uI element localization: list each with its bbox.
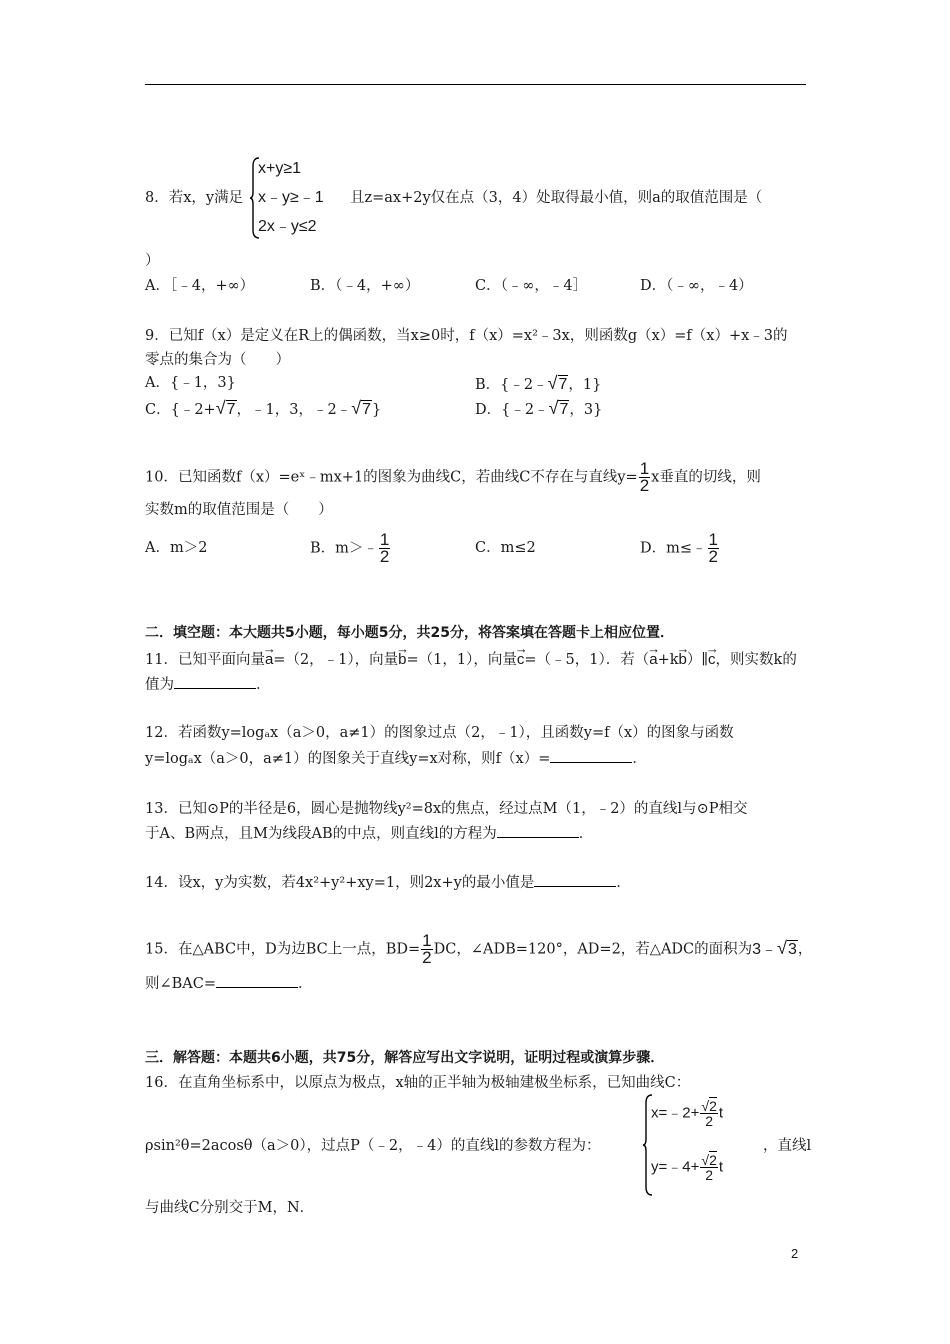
vector-a-letter: a: [264, 651, 274, 668]
q8-suffix: 且z=ax+2y仅在点（3，4）处取得最小值，则a的取值范围是（: [350, 190, 763, 206]
q9-option-d-suffix: ，3}: [569, 402, 603, 418]
q16-line-1: 16．在直角坐标系中，以原点为极点，x轴的正半轴为极轴建极坐标系，已知曲线C：: [145, 1075, 691, 1091]
radicand: 7: [558, 376, 568, 393]
q15-line-2-text: 则∠BAC=: [145, 976, 217, 992]
q13-end: ．: [578, 826, 594, 842]
q10-line-1-prefix: 10．已知函数f（x）=eˣ﹣mx+1的图象为曲线C，若曲线C不存在与直线y=: [145, 469, 638, 486]
answer-blank[interactable]: [174, 688, 256, 689]
q12-line-2: [145, 748, 647, 770]
q8-option-b: B．（﹣4，+∞）: [310, 278, 420, 294]
q15-prefix: 15．在△ABC中，D为边BC上一点，BD=: [145, 941, 421, 958]
q10-line-2: 实数m的取值范围是（ ）: [145, 502, 333, 518]
parametric-y-prefix: y=﹣4+: [651, 1158, 700, 1176]
q15-end: ．: [298, 976, 313, 992]
constraint-1: x+y≥1: [258, 160, 302, 177]
section-2-heading: 二．填空题：本大题共5小题，每小题5分，共25分，将答案填在答题卡上相应位置．: [145, 625, 674, 641]
answer-blank[interactable]: [534, 886, 616, 887]
denominator: 2: [639, 476, 650, 495]
q16-line-3: 与曲线C分别交于M，N．: [145, 1200, 315, 1216]
sqrt-7: √7: [215, 398, 236, 418]
numerator: √2: [701, 1152, 717, 1168]
sqrt-7: √7: [548, 398, 569, 418]
vector-b: → b: [676, 641, 690, 668]
vector-b: → b: [396, 641, 410, 668]
numerator: 1: [639, 459, 650, 478]
constraint-2: x﹣y≥﹣1: [258, 189, 324, 206]
q16-parametric-system: [643, 1093, 763, 1197]
q11-text: +k: [657, 652, 679, 668]
q10-line-1: [145, 461, 761, 494]
q11-line-2: [145, 674, 271, 696]
q10-line-1-suffix: x垂直的切线，则: [651, 469, 761, 486]
q14-line: [145, 872, 631, 894]
vector-a-letter: a: [649, 651, 658, 668]
answer-blank[interactable]: [497, 837, 579, 838]
q10-option-d-text: D．m≤﹣: [640, 540, 707, 557]
constraint-3: 2x﹣y≤2: [258, 218, 317, 235]
q9-option-b-prefix: B．{﹣2﹣: [475, 377, 548, 393]
q8-option-c: C．（﹣∞，﹣4］: [475, 278, 588, 294]
numerator: 1: [379, 530, 390, 549]
denominator: 2: [705, 1167, 714, 1183]
q11-end: ．: [256, 677, 271, 693]
q15-middle: DC，∠ADB=120°，AD=2，若△ADC的面积为: [433, 941, 753, 958]
denominator: 2: [708, 547, 718, 566]
q11-line-1: [145, 641, 797, 671]
q13-line-2: [145, 823, 593, 845]
parametric-x-prefix: x=﹣2+: [651, 1104, 700, 1122]
q8-prefix: 8．若x，y满足: [145, 190, 244, 206]
q12-line-1: 12．若函数y=logₐx（a＞0，a≠1）的图象过点（2，﹣1），且函数y=f（x）的图象与函数: [145, 725, 734, 741]
q15-suffix: ，: [797, 941, 813, 958]
q11-text: 11．已知平面向量: [145, 652, 265, 668]
fraction-sqrt2-over-2: [700, 1153, 717, 1182]
fraction-one-half: [379, 532, 390, 565]
q9-option-c-middle: ，﹣1，3，﹣2﹣: [236, 402, 352, 418]
q10-option-b-text: B．m＞﹣: [310, 540, 378, 557]
q9-option-a: A．{﹣1，3}: [145, 375, 236, 391]
q11-text: ）∥: [686, 652, 709, 668]
radicand: 2: [709, 1152, 717, 1168]
header-rule: [145, 84, 806, 85]
parametric-y: [651, 1153, 723, 1182]
answer-blank[interactable]: [216, 987, 298, 988]
q11-text: =（﹣5，1）．若（: [524, 652, 650, 668]
q13-line-1: 13．已知⊙P的半径是6，圆心是抛物线y²=8x的焦点，经过点M（1，﹣2）的直线l与⊙P相交: [145, 801, 748, 817]
q16-after-system: ，直线l: [763, 1138, 812, 1154]
denominator: 2: [379, 547, 390, 566]
q11-text: ，则实数k的: [715, 652, 797, 668]
q12-line-2-text: y=logₐx（a＞0，a≠1）的图象关于直线y=x对称，则f（x）=: [145, 751, 551, 767]
q9-line-2: 零点的集合为（ ）: [145, 352, 290, 368]
q12-end: ．: [632, 751, 647, 767]
numerator: 1: [422, 931, 432, 950]
page-number: 2: [791, 1246, 799, 1261]
q10-option-b: [310, 532, 391, 565]
fraction-one-half: [421, 933, 432, 966]
q8-option-d: D．（﹣∞，﹣4）: [640, 278, 753, 294]
q8-close-paren: ）: [145, 253, 160, 269]
q13-line-2-text: 于A、B两点，且M为线段AB的中点，则直线l的方程为: [145, 826, 497, 842]
q10-option-d: [640, 532, 720, 565]
vector-c-letter: c: [708, 651, 716, 668]
fraction-one-half: [708, 532, 719, 565]
answer-blank[interactable]: [550, 762, 632, 763]
q9-option-d: [475, 397, 602, 421]
radicand: 7: [559, 401, 569, 418]
vector-a: → a: [647, 641, 661, 668]
q14-end: ．: [616, 875, 631, 891]
q9-option-d-prefix: D．{﹣2﹣: [475, 402, 549, 418]
q9-option-b: [475, 372, 601, 396]
parameter-t: t: [718, 1158, 724, 1176]
vector-b-letter: b: [398, 651, 407, 668]
q16-line-2: ρsin²θ=2acosθ（a＞0），过点P（﹣2，﹣4）的直线l的参数方程为：: [145, 1138, 601, 1154]
q9-option-c-suffix: }: [371, 402, 382, 418]
q11-text: =（1，1），向量: [406, 652, 517, 668]
radicand: 7: [362, 401, 371, 418]
section-3-heading: 三．解答题：本题共6小题，共75分，解答应写出文字说明，证明过程或演算步骤．: [145, 1050, 665, 1066]
q9-option-b-suffix: ，1}: [568, 377, 602, 393]
q15-line-1: [145, 933, 812, 966]
q8-option-a: A．［﹣4，+∞）: [145, 278, 255, 294]
q11-text: =（2，﹣1），向量: [273, 652, 399, 668]
radicand: 3: [787, 940, 797, 958]
radicand: 2: [709, 1098, 717, 1114]
area-prefix: 3﹣: [752, 940, 778, 958]
q15-line-2: [145, 973, 313, 995]
sqrt-7: √7: [351, 398, 371, 418]
q10-option-a: A．m＞2: [145, 540, 208, 556]
vector-b-letter: b: [678, 651, 687, 668]
parameter-t: t: [718, 1104, 724, 1122]
denominator: 2: [705, 1113, 714, 1129]
vector-c: → c: [514, 641, 528, 668]
q9-option-c: [145, 397, 381, 421]
numerator: 1: [708, 530, 718, 549]
vector-c: → c: [706, 641, 720, 668]
q11-line-2-text: 值为: [145, 677, 174, 693]
fraction-one-half: [639, 461, 650, 494]
parametric-x: [651, 1099, 723, 1128]
q9-line-1: 9．已知f（x）是定义在R上的偶函数，当x≥0时，f（x）=x²﹣3x，则函数g（x）=f（x）+x﹣3的: [145, 328, 788, 344]
sqrt-7: √7: [547, 373, 568, 393]
vector-a: → a: [262, 641, 276, 668]
q10-option-c: C．m≤2: [475, 540, 536, 556]
q8-constraint-system: [250, 156, 350, 240]
fraction-sqrt2-over-2: [700, 1099, 717, 1128]
numerator: √2: [701, 1098, 717, 1114]
vector-c-letter: c: [516, 651, 525, 668]
radicand: 7: [226, 401, 236, 418]
q9-option-c-prefix: C．{﹣2+: [145, 402, 216, 418]
area-expression: 3﹣√3: [752, 937, 797, 958]
denominator: 2: [422, 948, 432, 967]
q14-text: 14．设x，y为实数，若4x²+y²+xy=1，则2x+y的最小值是: [145, 875, 535, 891]
